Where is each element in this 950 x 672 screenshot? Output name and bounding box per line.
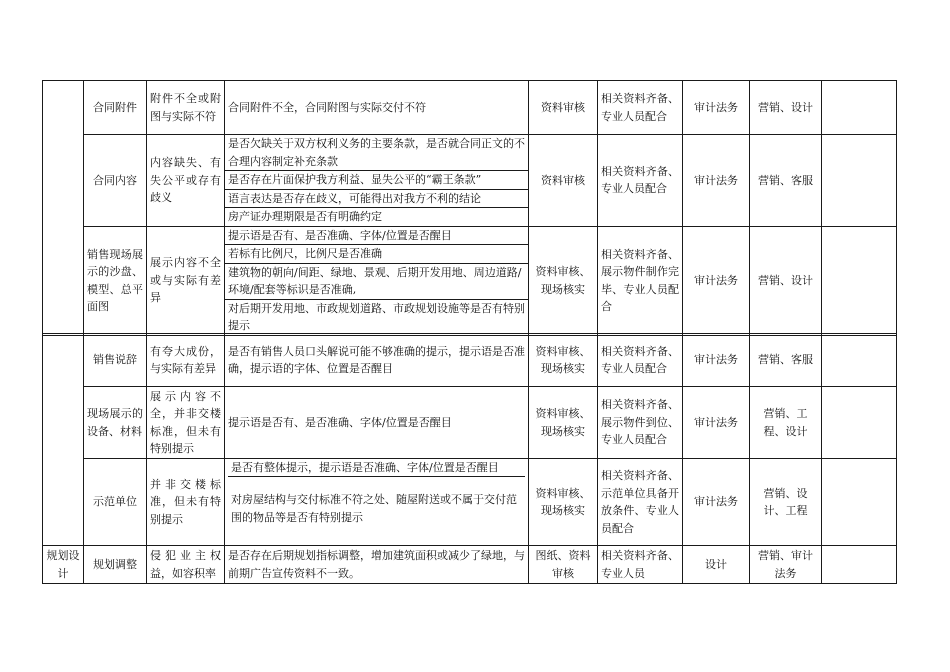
control-point: 合同附件不全，合同附图与实际交付不符	[225, 81, 529, 135]
control-point: 语言表达是否存在歧义，可能得出对我方不利的结论	[225, 189, 529, 208]
requirement-cell: 相关资料齐备、示范单位具备开放条件、专业人员配合	[598, 459, 683, 546]
risk-cell: 侵犯业主权益，如容积率	[147, 546, 225, 584]
remark-cell	[822, 387, 897, 459]
control-point: 提示语是否有、是否准确、字体/位置是否醒目	[225, 226, 529, 245]
category-cell	[43, 81, 84, 336]
control-point: 若标有比例尺，比例尺是否准确	[225, 245, 529, 264]
category-cell	[43, 334, 84, 546]
item-cell: 合同附件	[84, 81, 147, 135]
method-cell: 资料审核	[529, 135, 598, 227]
control-point: 建筑物的朝向/间距、绿地、景观、后期开发用地、周边道路/环境/配套等标识是否准确,	[225, 263, 529, 299]
control-point-group	[225, 459, 529, 546]
audit-dept-cell: 审计法务	[683, 81, 750, 135]
control-point: 对房屋结构与交付标准不符之处、随屋附送或不属于交付范围的物品等是否有特别提示	[231, 493, 517, 524]
control-point: 是否存在后期规划指标调整，增加建筑面积或减少了绿地，与前期广告宣传资料不一致。	[225, 546, 529, 584]
method-cell: 资料审核、现场核实	[529, 334, 598, 387]
table-row	[43, 546, 897, 584]
requirement-cell: 相关资料齐备、专业人员配合	[598, 334, 683, 387]
audit-dept-cell: 审计法务	[683, 226, 750, 335]
audit-table-lower	[42, 333, 897, 584]
item-cell: 规划调整	[84, 546, 147, 584]
item-cell: 示范单位	[84, 459, 147, 546]
risk-cell: 并非交楼标准，但未有特别提示	[147, 459, 225, 546]
risk-cell: 展示内容不全，并非交楼标准，但未有特别提示	[147, 387, 225, 459]
assist-dept-cell: 营销、客服	[750, 135, 822, 227]
method-cell: 资料审核、现场核实	[529, 226, 598, 335]
category-cell: 规划设计	[43, 546, 84, 584]
item-cell: 销售说辞	[84, 334, 147, 387]
remark-cell	[822, 334, 897, 387]
requirement-cell: 相关资料齐备、展示物件制作完毕、专业人员配合	[598, 226, 683, 335]
audit-dept-cell: 审计法务	[683, 334, 750, 387]
table-row	[43, 387, 897, 459]
table-row	[43, 459, 897, 546]
method-cell: 图纸、资料审核	[529, 546, 598, 584]
assist-dept-cell: 营销、设计	[750, 226, 822, 335]
control-point: 房产证办理期限是否有明确约定	[225, 208, 529, 227]
item-cell: 现场展示的设备、材料	[84, 387, 147, 459]
control-point: 提示语是否有、是否准确、字体/位置是否醒目	[225, 387, 529, 459]
control-point: 是否有整体提示，提示语是否准确、字体/位置是否醒目	[228, 459, 525, 477]
audit-dept-cell: 设计	[683, 546, 750, 584]
item-cell: 合同内容	[84, 135, 147, 227]
assist-dept-cell: 营销、工程、设计	[750, 387, 822, 459]
method-cell: 资料审核、现场核实	[529, 387, 598, 459]
remark-cell	[822, 226, 897, 335]
requirement-cell: 相关资料齐备、展示物件到位、专业人员配合	[598, 387, 683, 459]
assist-dept-cell: 营销、设计、工程	[750, 459, 822, 546]
table-row	[43, 334, 897, 387]
assist-dept-cell: 营销、审计法务	[750, 546, 822, 584]
table-row	[43, 226, 897, 245]
control-point: 对后期开发用地、市政规划道路、市政规划设施等是否有特别提示	[225, 299, 529, 335]
method-cell: 资料审核、现场核实	[529, 459, 598, 546]
method-cell: 资料审核	[529, 81, 598, 135]
risk-cell: 有夸大成份，与实际有差异	[147, 334, 225, 387]
item-cell: 销售现场展示的沙盘、模型、总平面图	[84, 226, 147, 335]
risk-cell: 展示内容不全或与实际有差异	[147, 226, 225, 335]
requirement-cell: 相关资料齐备、专业人员配合	[598, 81, 683, 135]
control-point: 是否有销售人员口头解说可能不够准确的提示，提示语是否准确，提示语的字体、位置是否醒目	[225, 334, 529, 387]
assist-dept-cell: 营销、设计	[750, 81, 822, 135]
audit-dept-cell: 审计法务	[683, 387, 750, 459]
assist-dept-cell: 营销、客服	[750, 334, 822, 387]
audit-dept-cell: 审计法务	[683, 459, 750, 546]
risk-cell: 附件不全或附图与实际不符	[147, 81, 225, 135]
remark-cell	[822, 459, 897, 546]
audit-table	[42, 80, 897, 336]
table-row	[43, 81, 897, 99]
audit-dept-cell: 审计法务	[683, 135, 750, 227]
requirement-cell: 相关资料齐备、专业人员配合	[598, 135, 683, 227]
remark-cell	[822, 546, 897, 584]
table-row	[43, 135, 897, 153]
control-point: 是否存在片面保护我方利益、显失公平的“霸王条款”	[225, 171, 529, 190]
risk-cell: 内容缺失、有失公平或存有歧义	[147, 135, 225, 227]
remark-cell	[822, 81, 897, 135]
control-point: 是否欠缺关于双方权利义务的主要条款，是否就合同正文的不合理内容制定补充条款	[225, 135, 529, 171]
requirement-cell: 相关资料齐备、专业人员	[598, 546, 683, 584]
remark-cell	[822, 135, 897, 227]
